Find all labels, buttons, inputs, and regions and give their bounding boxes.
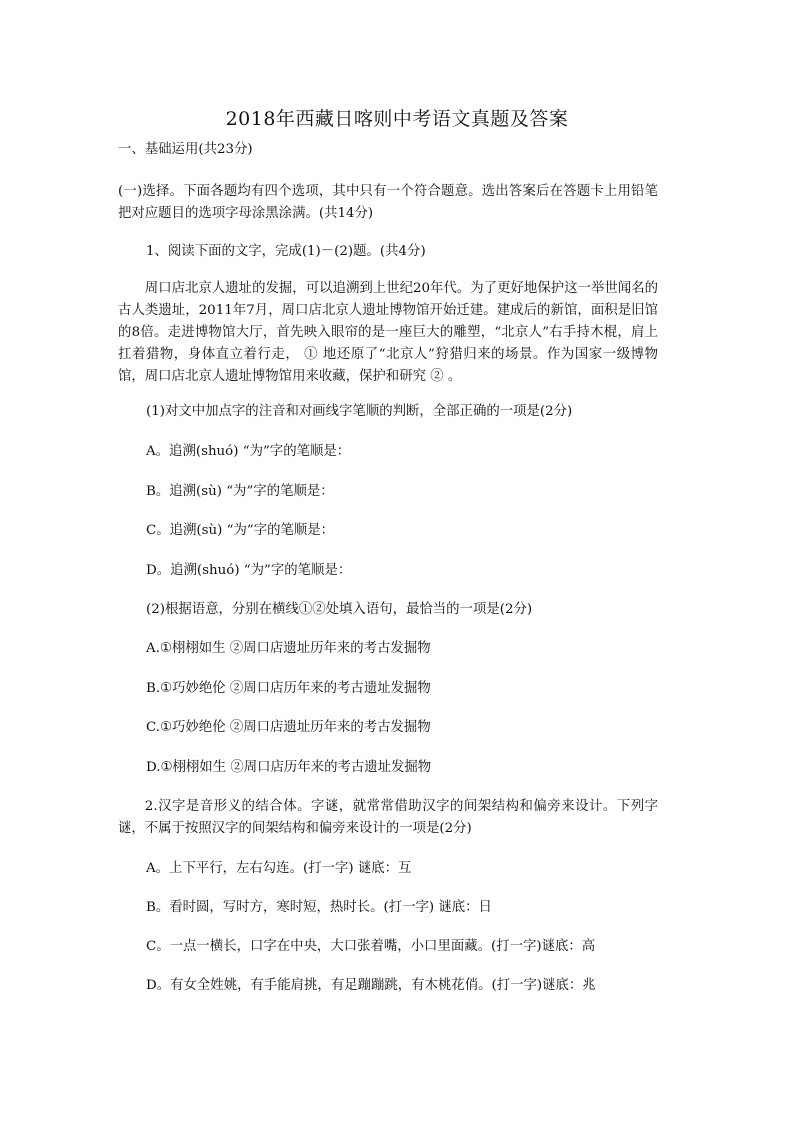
question-1-2-stem: (2)根据语意，分别在横线①②处填入语句，最恰当的一项是(2分) xyxy=(146,602,533,617)
option-item: A.①栩栩如生 ②周口店遗址历年来的考古发掘物 xyxy=(146,641,431,656)
option-item: C。一点一横长，口字在中央，大口张着嘴，小口里面藏。(打一字)谜底：高 xyxy=(146,939,596,954)
page-title: 2018年西藏日喀则中考语文真题及答案 xyxy=(225,108,569,130)
question-1-1-stem: (1)对文中加点字的注音和对画线字笔顺的判断，全部正确的一项是(2分) xyxy=(146,404,573,419)
part-instructions: (一)选择。下面各题均有四个选项，其中只有一个符合题意。选出答案后在答题卡上用铅笔把对应题目的选项字母涂黑涂满。(共14分) xyxy=(118,184,658,221)
option-item: D.①栩栩如生 ②周口店历年来的考古遗址发掘物 xyxy=(146,760,432,775)
option-item: A。上下平行，左右勾连。(打一字) 谜底：互 xyxy=(146,861,412,876)
option-item: B。看时圆，写时方，寒时短，热时长。(打一字) 谜底：日 xyxy=(146,900,492,915)
option-item: D。追溯(shuó) “为”字的笔顺是： xyxy=(146,563,352,578)
question-1-stem: 1、阅读下面的文字，完成(1)－(2)题。(共4分) xyxy=(146,244,426,259)
question-1-passage: 周口店北京人遗址的发掘，可以追溯到上世纪20年代。为了更好地保护这一举世闻名的古人类遗址，2011年7月，周口店北京人遗址博物馆开始迁建。建成后的新馆，面积是旧馆的8倍。走进博物馆大厅，首先映入眼帘的是一座巨大的雕塑，“北京人”右手持木棍，肩上扛着猎物，身体直立着行走， ① 地还原了“北京人”狩猎归来的场景。作为国家一级博物馆，周口店北京人遗址博物馆用来收藏，保护和研究 ② 。 xyxy=(118,281,658,384)
option-item: B.①巧妙绝伦 ②周口店历年来的考古遗址发掘物 xyxy=(146,681,431,696)
option-item: C.①巧妙绝伦 ②周口店遗址历年来的考古发掘物 xyxy=(146,720,431,735)
option-item: B。追溯(sù) “为”字的笔顺是： xyxy=(146,484,334,499)
option-item: A。追溯(shuó) “为”字的笔顺是： xyxy=(146,444,351,459)
option-item: C。追溯(sù) “为”字的笔顺是： xyxy=(146,523,335,538)
section-heading: 一、基础运用(共23分) xyxy=(118,142,253,157)
option-item: D。有女全姓姚，有手能肩挑，有足蹦蹦跳，有木桃花俏。(打一字)谜底：兆 xyxy=(146,978,596,993)
question-2-stem: 2.汉字是音形义的结合体。字谜，就常常借助汉字的间架结构和偏旁来设计。下列字谜，不属于按照汉字的间架结构和偏旁来设计的一项是(2分) xyxy=(118,799,658,836)
